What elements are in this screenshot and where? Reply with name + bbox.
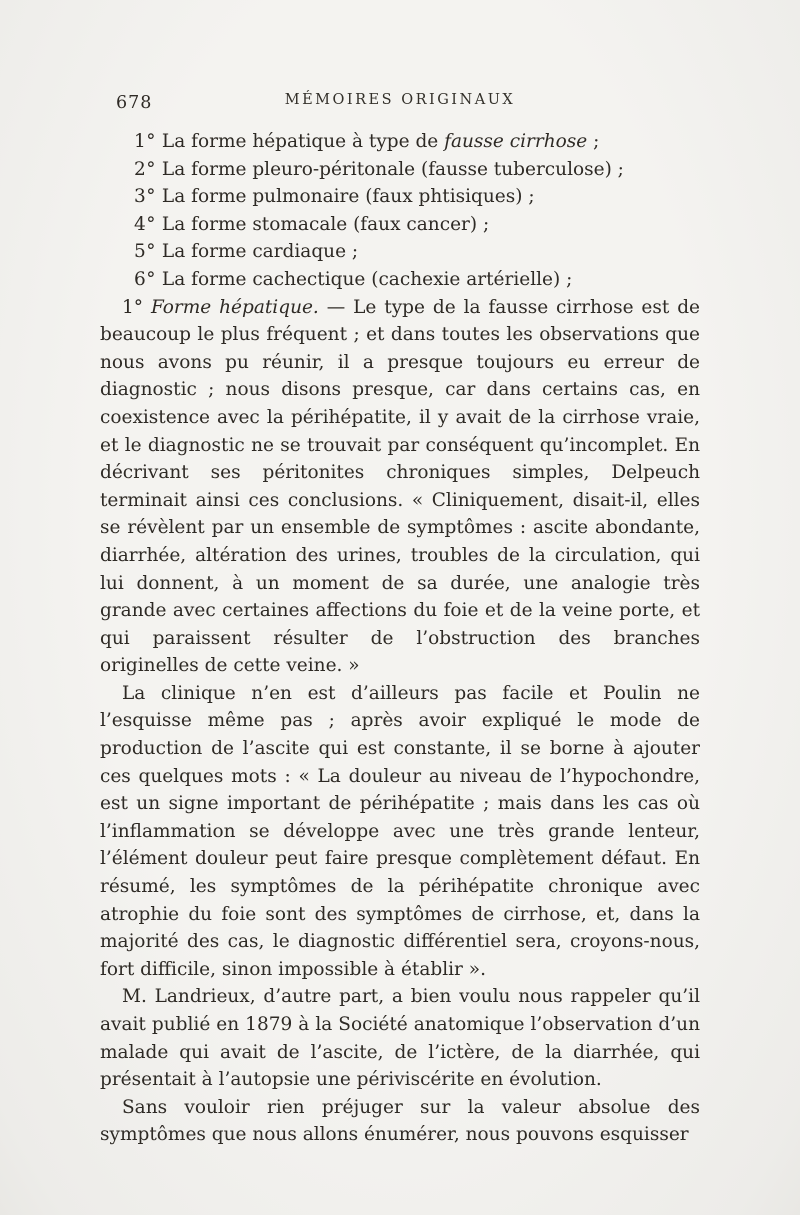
list-item-text-after: ; <box>587 131 600 152</box>
list-item-text: La forme hépatique à type de <box>161 131 445 152</box>
list-item-marker: 5° <box>134 241 157 263</box>
list-item <box>100 156 700 184</box>
page-header <box>100 92 700 118</box>
list-item-marker: 3° <box>134 186 157 208</box>
list-item <box>100 266 700 294</box>
list-item-marker: 1° <box>134 131 157 152</box>
page-number: 678 <box>116 93 153 113</box>
list-item-marker: 4° <box>134 213 157 235</box>
paragraph-lead-italic: Forme hépatique. <box>150 296 319 318</box>
list-item <box>100 183 700 211</box>
list-item-text: La forme pulmonaire (faux phtisiques) ; <box>161 186 535 208</box>
list-item <box>100 238 700 266</box>
classification-list <box>100 128 700 294</box>
list-item-text: La forme pleuro-péritonale (fausse tuberculose) ; <box>161 158 624 180</box>
paragraph-landrieux <box>100 983 700 1093</box>
list-item-italic-text: fausse cirrhose <box>444 131 588 152</box>
body-text <box>100 294 700 1149</box>
list-item-text: La forme stomacale (faux cancer) ; <box>161 213 490 235</box>
paragraph-clinique <box>100 680 700 984</box>
running-title: MÉMOIRES ORIGINAUX <box>284 92 516 108</box>
list-item-text: La forme cardiaque ; <box>161 241 359 263</box>
paragraph-forme-hepatique <box>100 294 700 680</box>
list-item <box>100 128 700 156</box>
paragraph-marker: 1° <box>122 296 151 318</box>
paragraph-text: M. Landrieux, d’autre part, a bien voulu nous rappeler qu’il avait publié en 1879 à la Société anatomique l’observation d’un malade qui avait de l’ascite, de l’ictère, de la diarrhée, qui présentait à l’autopsie une périviscérite en évolution. <box>100 986 700 1091</box>
paragraph-text: La clinique n’en est d’ailleurs pas facile et Poulin ne l’esquisse même pas ; après avoir expliqué le mode de production de l’ascite qui est constante, il se borne à ajouter ces quelques mots : « La douleur au niveau de l’hypochondre, est un signe important de périhépatite ; mais dans les cas où l’inflammation se développe avec une très grande lenteur, l’élément douleur peut faire presque complètement défaut. En résumé, les symptômes de la périhépatite chronique avec atrophie du foie sont des symptômes de cirrhose, et, dans la majorité des cas, le diagnostic différentiel sera, croyons-nous, fort difficile, sinon impossible à établir ». <box>100 682 700 980</box>
paragraph-text: Sans vouloir rien préjuger sur la valeur absolue des symptômes que nous allons énumérer, nous pouvons esquisser <box>100 1096 700 1146</box>
list-item <box>100 211 700 239</box>
list-item-marker: 6° <box>134 268 157 290</box>
list-item-marker: 2° <box>134 158 157 180</box>
paragraph-text: — Le type de la fausse cirrhose est de beaucoup le plus fréquent ; et dans toutes les observations que nous avons pu réunir, il a presque toujours eu erreur de diagnostic ; nous disons presque, car dans certains cas, en coexistence avec la périhépatite, il y avait de la cirrhose vraie, et le diagnostic ne se trouvait par conséquent qu’incomplet. En décrivant ses péritonites chroniques simples, Delpeuch terminait ainsi ces conclusions. « Cliniquement, disait-il, elles se révèlent par un ensemble de symptômes : ascite abondante, diarrhée, altération des urines, troubles de la circulation, qui lui donnent, à un moment de sa durée, une analogie très grande avec certaines affections du foie et de la veine porte, et qui paraissent résulter de l’obstruction des branches originelles de cette veine. » <box>100 296 700 677</box>
list-item-text: La forme cachectique (cachexie artérielle) ; <box>161 268 573 290</box>
paragraph-sans-vouloir <box>100 1094 700 1149</box>
